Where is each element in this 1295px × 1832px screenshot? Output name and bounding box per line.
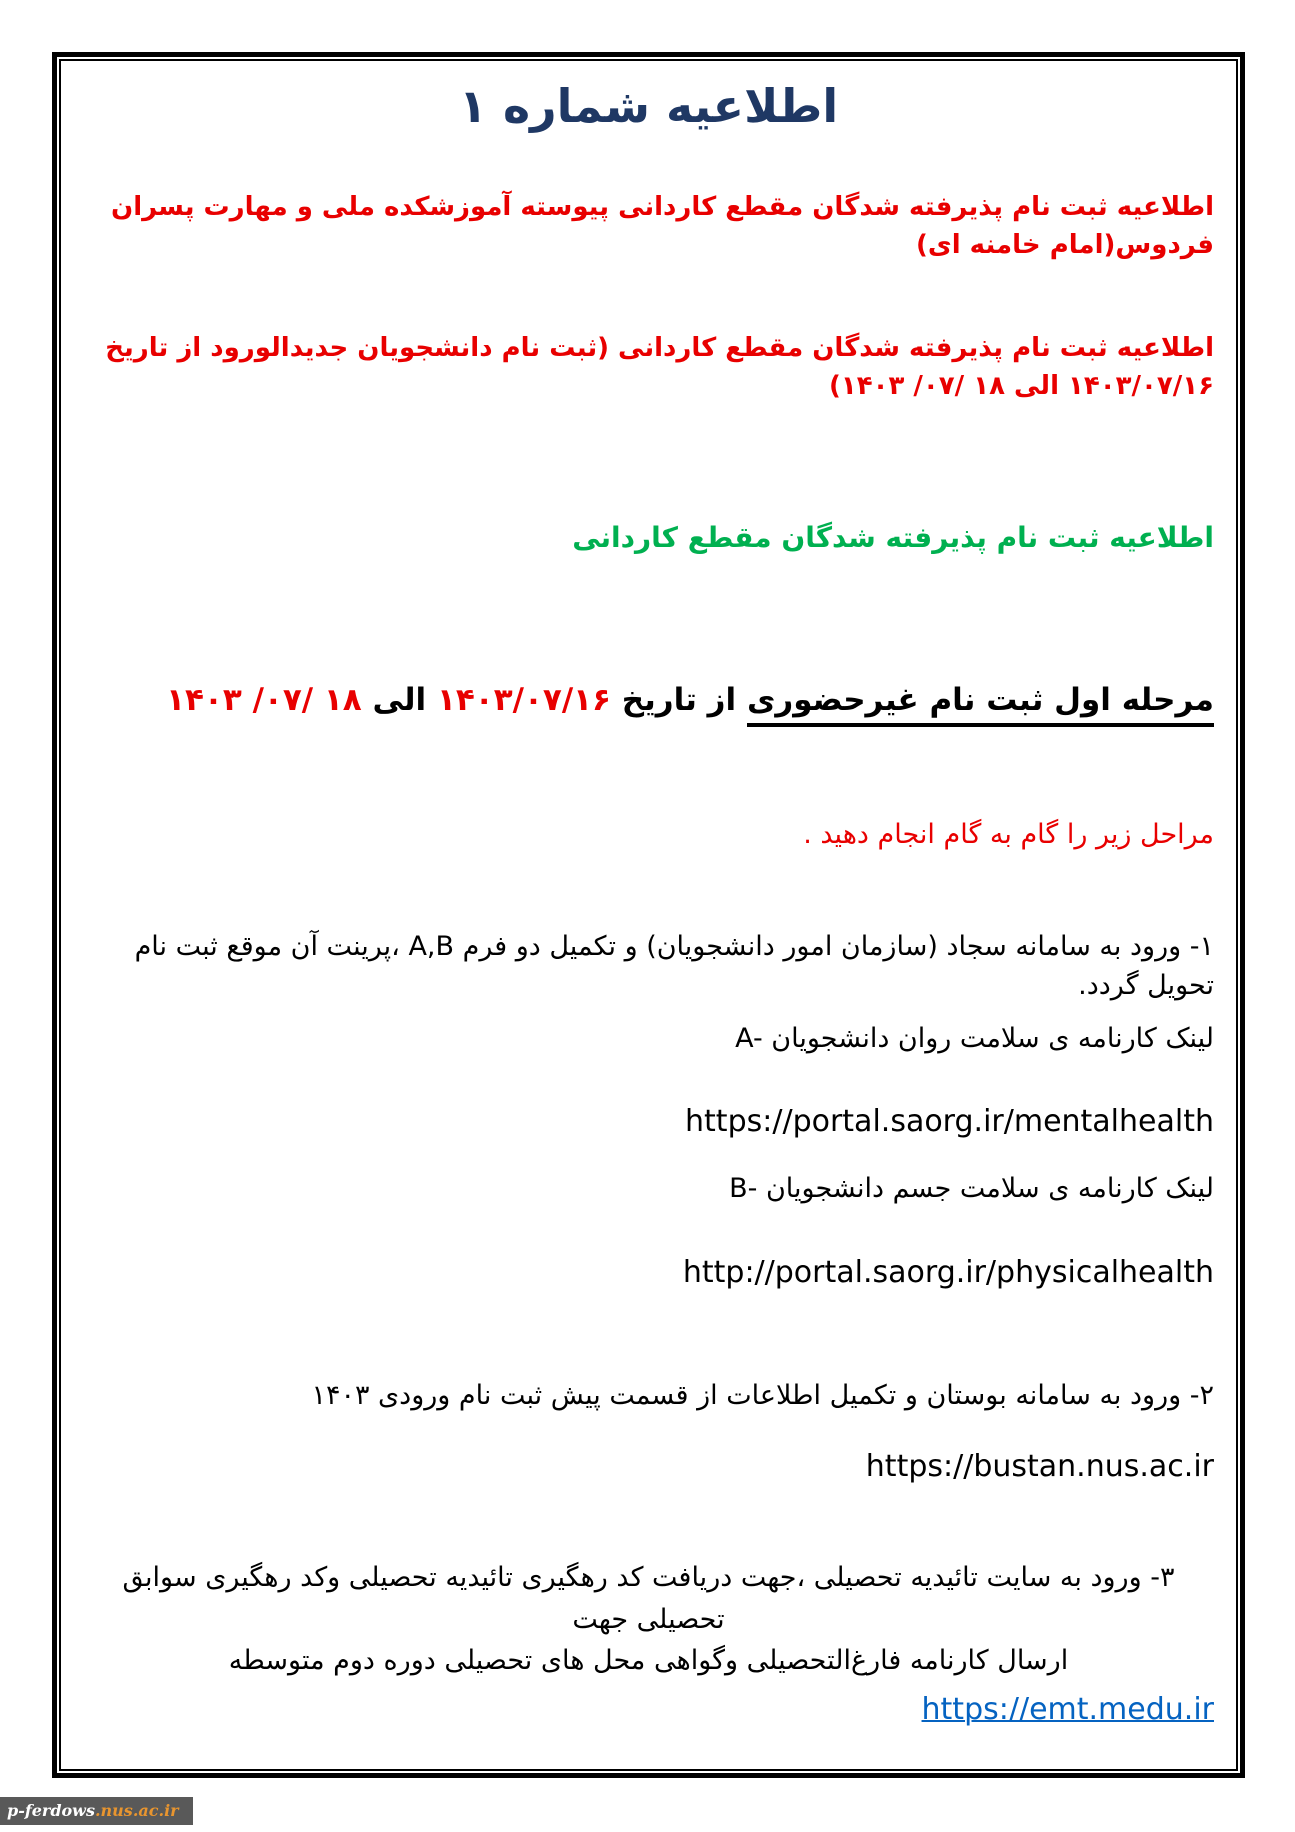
- step-1: ۱- ورود به سامانه سجاد (سازمان امور دانشجویان) و تکمیل دو فرم A,B ،پرینت آن موقع ثبت نام تحویل گردد.: [134, 930, 1214, 1001]
- step-2-url: https://bustan.nus.ac.ir: [865, 1449, 1214, 1485]
- stage1-mid-text: از تاریخ: [621, 682, 737, 719]
- page-title: اطلاعیه شماره ۱: [458, 79, 839, 133]
- page-border: [52, 52, 1245, 1778]
- stage1-date-to: ۱۸ /۰۷/ ۱۴۰۳: [166, 682, 362, 719]
- step-1a-label: A- لینک کارنامه ی سلامت روان دانشجویان: [735, 1022, 1214, 1054]
- step-3-line-2: ارسال کارنامه فارغ‌التحصیلی وگواهی محل های تحصیلی دوره دوم متوسطه: [228, 1645, 1069, 1677]
- step-1a-url: https://portal.saorg.ir/mentalhealth: [685, 1103, 1214, 1139]
- step-2: ۲- ورود به سامانه بوستان و تکمیل اطلاعات از قسمت پیش ثبت نام ورودی ۱۴۰۳: [311, 1380, 1214, 1412]
- notice-red-line-2: اطلاعیه ثبت نام پذیرفته شدگان مقطع کاردانی (ثبت نام دانشجویان جدیدالورود از تاریخ ۱۴۰۳/۰۷/۱۶ الی ۱۸ /۰۷/ ۱۴۰۳): [105, 333, 1214, 402]
- stage1-heading: [83, 678, 1214, 723]
- instruction-line: مراحل زیر را گام به گام انجام دهید .: [803, 819, 1214, 851]
- notice-red-line-1: اطلاعیه ثبت نام پذیرفته شدگان مقطع کاردانی پیوسته آموزشکده ملی و مهارت پسران فردوس(امام خامنه ای): [111, 192, 1214, 260]
- notice-green-line: اطلاعیه ثبت نام پذیرفته شدگان مقطع کاردانی: [572, 520, 1214, 554]
- step-3-line-1: ۳- ورود به سایت تائیدیه تحصیلی ،جهت دریافت کد رهگیری تائیدیه تحصیلی وکد رهگیری سوابق تحصیلی جهت: [122, 1561, 1175, 1635]
- step-1b-label: B- لینک کارنامه ی سلامت جسم دانشجویان: [729, 1173, 1214, 1205]
- site-watermark-primary: p-ferdows: [7, 1801, 95, 1820]
- step-3-link-line: [83, 1688, 1214, 1732]
- stage1-underlined-phrase: مرحله اول ثبت نام غیرحضوری: [747, 682, 1214, 727]
- stage1-until-text: الی: [372, 682, 427, 719]
- step-3: [83, 1557, 1214, 1683]
- stage1-date-from: ۱۴۰۳/۰۷/۱۶: [436, 682, 611, 719]
- site-watermark-secondary: .nus.ac.ir: [94, 1801, 179, 1820]
- step-1b-url: http://portal.saorg.ir/physicalhealth: [682, 1254, 1214, 1290]
- emt-medu-link[interactable]: https://emt.medu.ir: [921, 1692, 1214, 1728]
- site-watermark-badge: [0, 1797, 193, 1825]
- page-content: [59, 59, 1238, 1771]
